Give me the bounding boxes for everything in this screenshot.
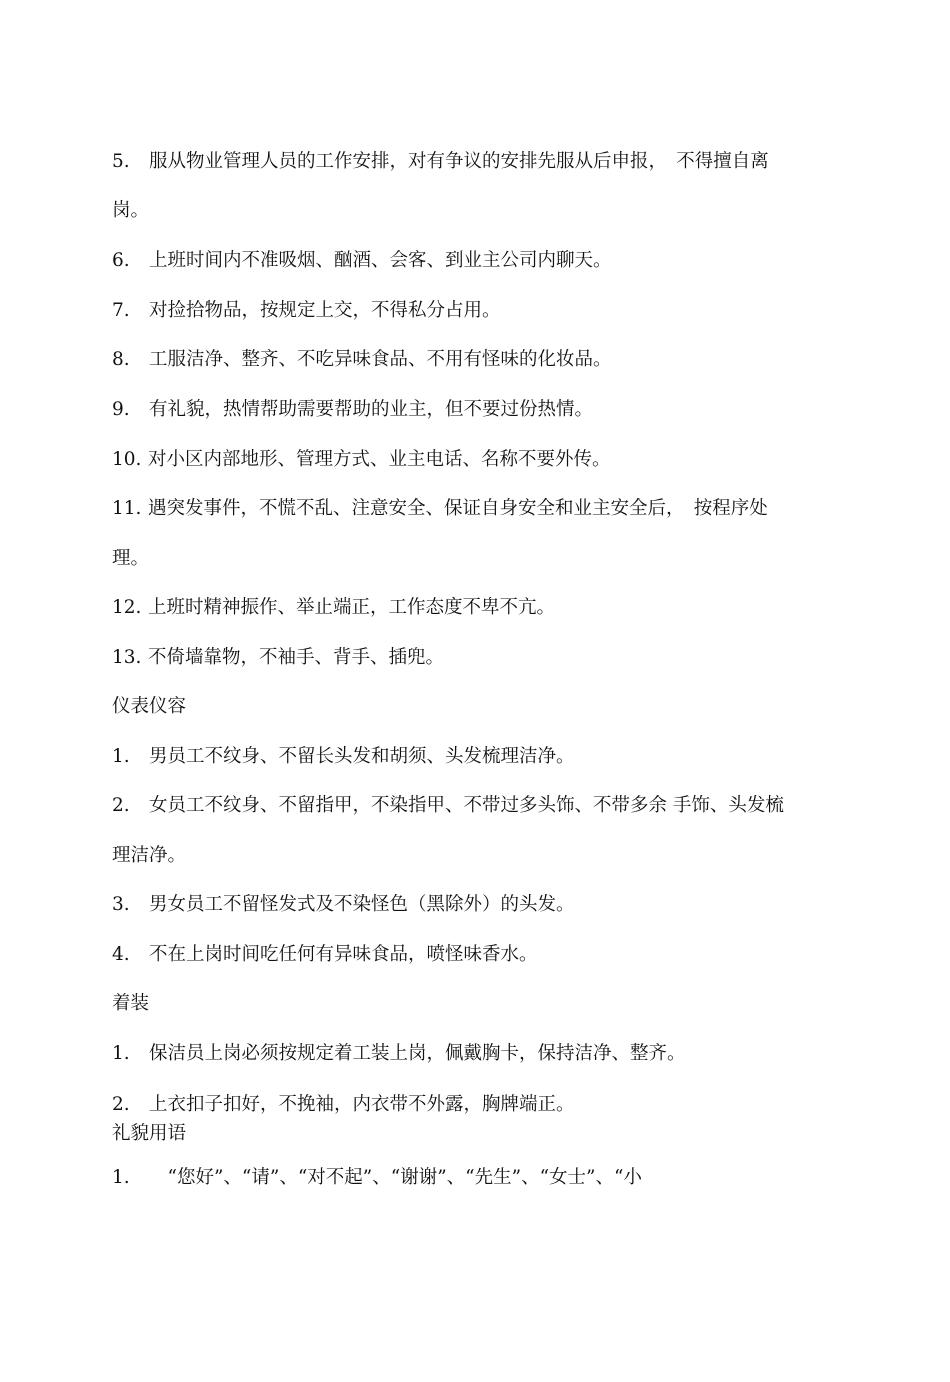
item-number: 1. — [112, 1167, 130, 1188]
item-text: 对小区内部地形、管理方式、业主电话、名称不要外传。 — [148, 449, 611, 470]
item-text: 女员工不纹身、不留指甲，不染指甲、不带过多头饰、不带多余 手饰、头发梳 — [149, 795, 784, 816]
item-text: 工服洁净、整齐、不吃异味食品、不用有怪味的化妆品。 — [149, 349, 612, 370]
item-text: 上衣扣子扣好，不挽袖，内衣带不外露，胸牌端正。 — [149, 1094, 575, 1115]
item-number: 10. — [112, 449, 142, 470]
item-text: 不倚墙靠物，不袖手、背手、插兜。 — [148, 647, 445, 668]
item-number: 4. — [112, 944, 130, 965]
list-item-continuation: 岗。 — [112, 200, 150, 221]
list-item — [112, 447, 611, 473]
item-number: 12. — [112, 597, 142, 618]
item-text: “您好”、“请”、“对不起”、“谢谢”、“先生”、“女士”、“小 — [149, 1167, 642, 1188]
list-item — [112, 149, 769, 175]
item-text: 上班时精神振作、举止端正，工作态度不卑不亢。 — [148, 597, 556, 618]
section-heading-courtesy: 礼貌用语 — [112, 1123, 187, 1144]
section-heading-dress: 着装 — [112, 993, 150, 1014]
list-item — [112, 595, 555, 621]
item-text: 男女员工不留怪发式及不染怪色（黑除外）的头发。 — [149, 894, 575, 915]
item-number: 9. — [112, 399, 130, 420]
item-number: 2. — [112, 1094, 130, 1115]
list-item — [112, 496, 768, 522]
item-number: 6. — [112, 250, 130, 271]
item-number: 3. — [112, 894, 130, 915]
item-text: 有礼貌，热情帮助需要帮助的业主，但不要过份热情。 — [149, 399, 594, 420]
list-item-continuation: 理。 — [112, 548, 150, 569]
item-number: 1. — [112, 746, 130, 767]
list-item — [112, 1041, 686, 1067]
item-text: 遇突发事件，不慌不乱、注意安全、保证自身安全和业主安全后， 按程序处 — [148, 498, 768, 519]
list-item — [112, 793, 784, 819]
list-item — [112, 397, 593, 423]
item-number: 1. — [112, 1043, 130, 1064]
list-item — [112, 248, 612, 274]
item-number: 13. — [112, 647, 142, 668]
item-number: 2. — [112, 795, 130, 816]
item-number: 5. — [112, 151, 130, 172]
item-number: 8. — [112, 349, 130, 370]
item-text: 对捡拾物品，按规定上交，不得私分占用。 — [149, 300, 501, 321]
list-item — [112, 347, 612, 373]
list-item — [112, 892, 575, 918]
list-item — [112, 298, 501, 324]
list-item — [112, 744, 575, 770]
item-number: 7. — [112, 300, 130, 321]
list-item — [112, 645, 444, 671]
item-text: 男员工不纹身、不留长头发和胡须、头发梳理洁净。 — [149, 746, 575, 767]
item-text: 保洁员上岗必须按规定着工装上岗，佩戴胸卡，保持洁净、整齐。 — [149, 1043, 686, 1064]
item-text: 上班时间内不准吸烟、酗酒、会客、到业主公司内聊天。 — [149, 250, 612, 271]
list-item-continuation: 理洁净。 — [112, 845, 187, 866]
item-number: 11. — [112, 498, 142, 519]
item-text: 服从物业管理人员的工作安排，对有争议的安排先服从后申报， 不得擅自离 — [149, 151, 769, 172]
section-heading-appearance: 仪表仪容 — [112, 696, 187, 717]
list-item — [112, 942, 538, 968]
list-item — [112, 1092, 575, 1118]
item-text: 不在上岗时间吃任何有异味食品，喷怪味香水。 — [149, 944, 538, 965]
list-item — [112, 1165, 642, 1191]
